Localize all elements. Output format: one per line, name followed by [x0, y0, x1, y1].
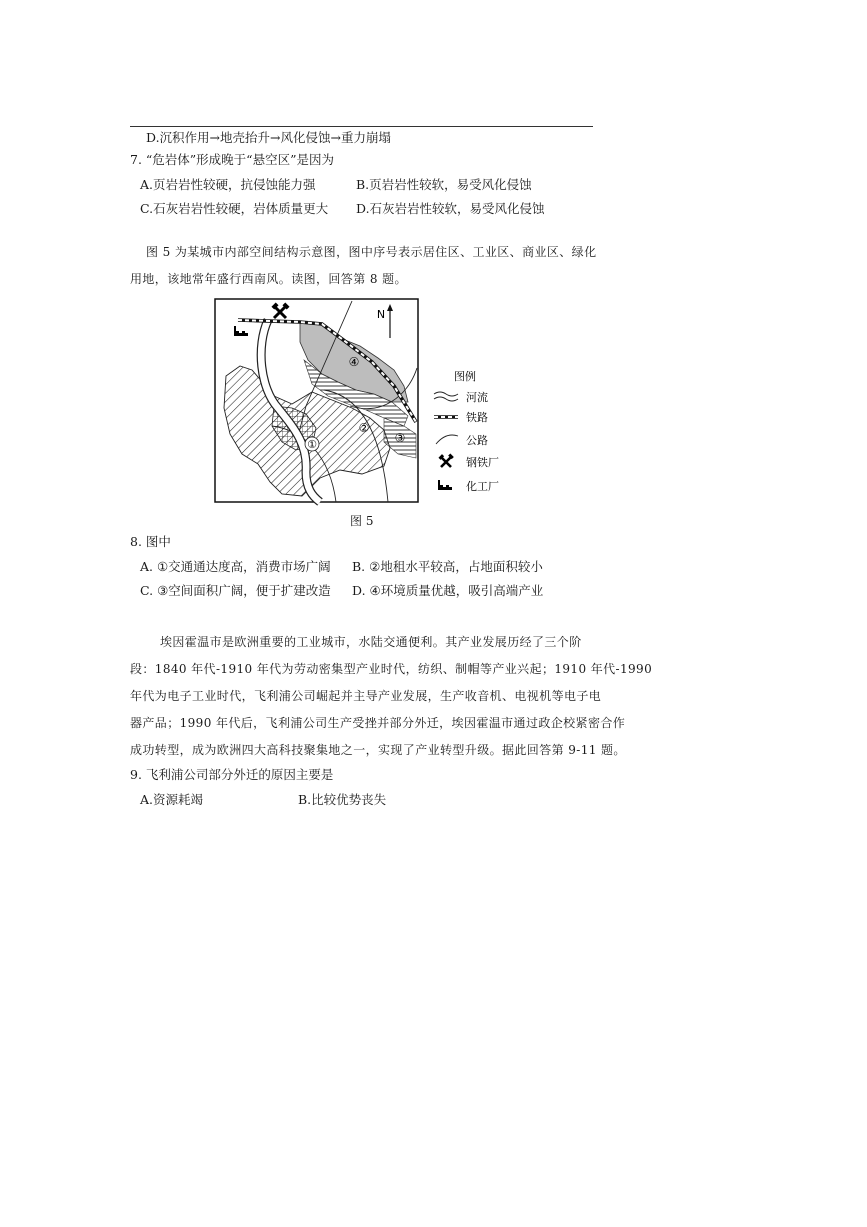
zone-2-label: ② — [358, 421, 370, 435]
legend-chemical-icon — [438, 480, 452, 490]
city-structure-map — [212, 296, 532, 508]
q9-option-a: A.资源耗竭 — [140, 792, 204, 807]
legend-railway: 铁路 — [466, 411, 488, 424]
eindhoven-line-4: 器产品；1990 年代后，飞利浦公司生产受挫并部分外迁，埃因霍温市通过政企校紧密合作 — [130, 716, 626, 730]
eindhoven-line-2: 段：1840 年代-1910 年代为劳动密集型产业时代，纺织、制帽等产业兴起；1910 年代-1990 — [130, 662, 653, 676]
north-label: N — [376, 308, 386, 321]
q8-option-a: A. ①交通通达度高，消费市场广阔 — [140, 559, 331, 574]
eindhoven-line-3: 年代为电子工业时代，飞利浦公司崛起并主导产业发展，生产收音机、电视机等电子电 — [130, 689, 602, 703]
legend-road-symbol — [436, 435, 458, 444]
legend-steel: 钢铁厂 — [466, 456, 499, 469]
zone-4-label: ④ — [348, 355, 360, 369]
fig5-intro-line-2: 用地，该地常年盛行西南风。读图，回答第 8 题。 — [130, 272, 407, 286]
q7-option-a: A.页岩岩性较硬，抗侵蚀能力强 — [140, 177, 316, 192]
q8-option-c: C. ③空间面积广阔，便于扩建改造 — [140, 583, 331, 598]
legend-river: 河流 — [466, 391, 488, 404]
q7-option-d: D.石灰岩岩性较软，易受风化侵蚀 — [356, 201, 545, 216]
q8-option-d: D. ④环境质量优越，吸引高端产业 — [352, 583, 544, 598]
figure-caption: 图 5 — [350, 514, 374, 528]
q8-stem: 8. 图中 — [130, 534, 171, 549]
fig5-intro-line-1: 图 5 为某城市内部空间结构示意图，图中序号表示居住区、工业区、商业区、绿化 — [146, 245, 597, 259]
zone-3-label: ③ — [394, 431, 406, 445]
q7-stem: 7. “危岩体”形成晚于“悬空区”是因为 — [130, 152, 334, 167]
q9-option-b: B.比较优势丧失 — [298, 792, 387, 807]
legend-title: 图例 — [454, 370, 476, 383]
q7-option-c: C.石灰岩岩性较硬，岩体质量更大 — [140, 201, 329, 216]
top-rule — [130, 126, 593, 127]
q6-option-d: D.沉积作用→地壳抬升→风化侵蚀→重力崩塌 — [146, 130, 391, 145]
q8-option-b: B. ②地租水平较高，占地面积较小 — [352, 559, 543, 574]
legend-river-symbol — [434, 392, 458, 401]
eindhoven-line-5: 成功转型，成为欧洲四大高科技聚集地之一，实现了产业转型升级。据此回答第 9-11 题。 — [130, 743, 626, 757]
zone-1-label: ① — [307, 438, 317, 451]
legend-steel-icon — [438, 453, 453, 467]
legend-road: 公路 — [466, 434, 488, 447]
legend-chemical: 化工厂 — [466, 480, 499, 493]
q9-stem: 9. 飞利浦公司部分外迁的原因主要是 — [130, 767, 334, 782]
q7-option-b: B.页岩岩性较软，易受风化侵蚀 — [356, 177, 532, 192]
eindhoven-line-1: 埃因霍温市是欧洲重要的工业城市，水陆交通便利。其产业发展历经了三个阶 — [160, 635, 582, 649]
